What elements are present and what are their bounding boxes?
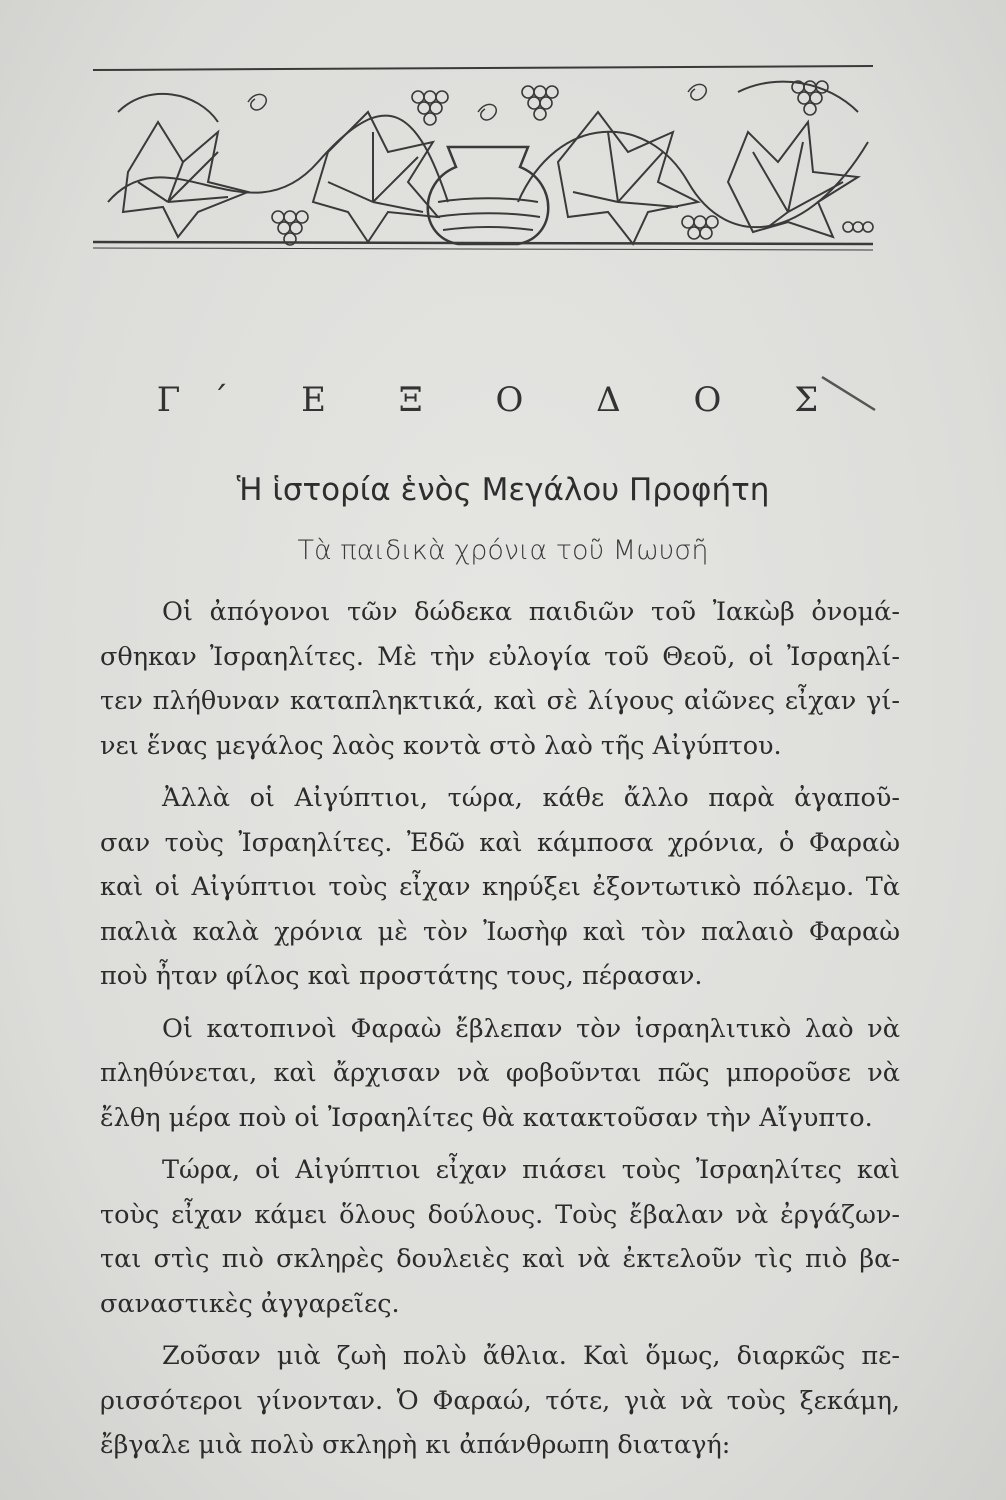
chapter-subtitle: Τὰ παιδικὰ χρόνια τοῦ Μωυσῆ (297, 535, 709, 566)
text-line: πληθύνεται, καὶ ἄρχισαν νὰ φοβοῦνται πῶς μποροῦσε νὰ (100, 1058, 900, 1088)
text-line: Ἀλλὰ οἱ Αἰγύπτιοι, τώρα, κάθε ἄλλο παρὰ ἀγαποῦ- (162, 783, 900, 813)
paragraph (100, 590, 900, 768)
text-line: σθηκαν Ἰσραηλίτες. Μὲ τὴν εὐλογία τοῦ Θεοῦ, οἱ Ἰσραηλί- (100, 641, 900, 672)
text-line: Οἱ ἀπόγονοι τῶν δώδεκα παιδιῶν τοῦ Ἰακὼβ ὀνομά- (162, 597, 900, 627)
vine-ornament-illustration (88, 52, 878, 252)
paragraph (100, 1007, 900, 1141)
text-line: νει ἕνας μεγάλος λαὸς κοντὰ στὸ λαὸ τῆς Αἰγύπτου. (100, 730, 782, 761)
chapter-heading: Γ΄ Ε Ξ Ο Δ Ο Σ (156, 380, 850, 420)
paragraph (100, 1334, 900, 1468)
text-line: καὶ οἱ Αἰγύπτιοι τοὺς εἶχαν κηρύξει ἐξοντωτικὸ πόλεμο. Τὰ (100, 872, 900, 902)
text-line: παλιὰ καλὰ χρόνια μὲ τὸν Ἰωσὴφ καὶ τὸν παλαιὸ Φαραὼ (100, 916, 900, 947)
text-line: Ζοῦσαν μιὰ ζωὴ πολὺ ἄθλια. Καὶ ὅμως, διαρκῶς πε- (162, 1341, 900, 1371)
text-line: ἔβγαλε μιὰ πολὺ σκληρὴ κι ἀπάνθρωπη διαταγή: (100, 1430, 731, 1460)
text-line: σαν τοὺς Ἰσραηλίτες. Ἐδῶ καὶ κάμποσα χρόνια, ὁ Φαραὼ (100, 827, 900, 858)
chapter-title: Ἡ ἱστορία ἑνὸς Μεγάλου Προφήτη (236, 472, 770, 508)
text-line: ρισσότεροι γίνονταν. Ὁ Φαραώ, τότε, γιὰ νὰ τοὺς ξεκάμη, (100, 1385, 900, 1416)
body-text (100, 590, 900, 1476)
text-line: ἔλθη μέρα ποὺ οἱ Ἰσραηλίτες θὰ κατακτοῦσαν τὴν Αἴγυπτο. (100, 1102, 873, 1133)
text-line: ται στὶς πιὸ σκληρὲς δουλειὲς καὶ νὰ ἐκτελοῦν τὶς πιὸ βα- (100, 1244, 900, 1274)
text-line: ποὺ ἦταν φίλος καὶ προστάτης τους, πέρασαν. (100, 961, 703, 991)
text-line: σαναστικὲς ἀγγαρεῖες. (100, 1288, 400, 1319)
text-line: τοὺς εἶχαν κάμει ὅλους δούλους. Τοὺς ἔβαλαν νὰ ἐργάζων- (100, 1199, 900, 1230)
paragraph (100, 1148, 900, 1326)
text-line: Τώρα, οἱ Αἰγύπτιοι εἶχαν πιάσει τοὺς Ἰσραηλίτες καὶ (162, 1155, 900, 1185)
text-line: Οἱ κατοπινοὶ Φαραὼ ἔβλεπαν τὸν ἰσραηλιτικὸ λαὸ νὰ (162, 1013, 900, 1044)
paragraph (100, 776, 900, 999)
text-line: τεν πλήθυναν καταπληκτικά, καὶ σὲ λίγους αἰῶνες εἶχαν γί- (100, 686, 900, 716)
